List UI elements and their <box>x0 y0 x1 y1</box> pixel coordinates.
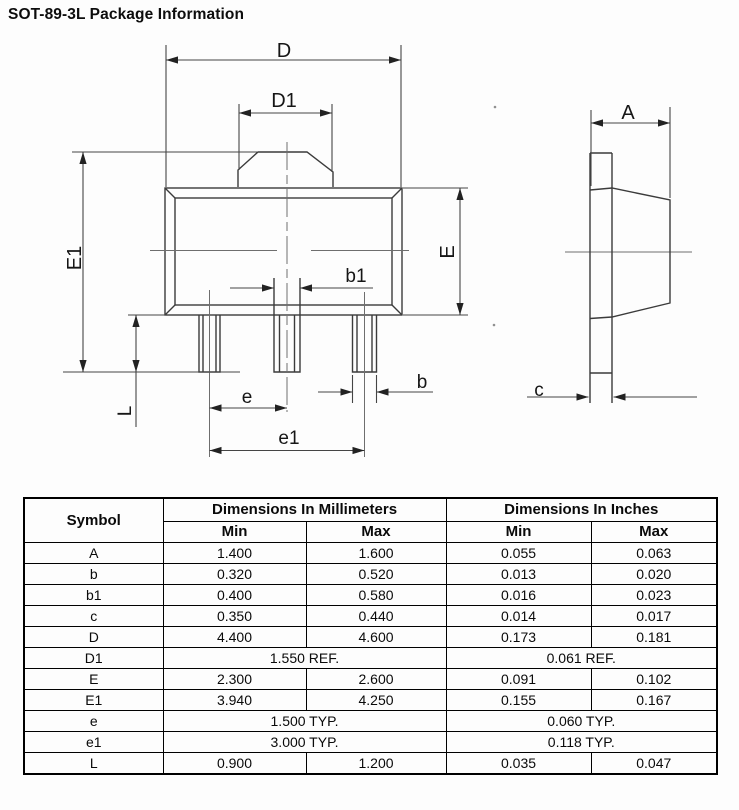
in-min-cell: 0.055 <box>446 542 591 563</box>
in-min-cell: 0.173 <box>446 626 591 647</box>
header-mm-min: Min <box>163 521 306 542</box>
table-row <box>24 605 717 626</box>
mm-min-cell: 2.300 <box>163 668 306 689</box>
symbol-cell: D <box>24 626 163 647</box>
in-min-cell: 0.091 <box>446 668 591 689</box>
page-title: SOT-89-3L Package Information <box>8 6 245 23</box>
dim-label-E: E <box>437 245 459 259</box>
mm-max-cell: 4.600 <box>306 626 446 647</box>
header-mm-group: Dimensions In Millimeters <box>163 498 446 521</box>
dim-label-A: A <box>621 102 635 124</box>
header-symbol: Symbol <box>24 498 163 542</box>
mm-min-cell: 0.400 <box>163 584 306 605</box>
symbol-cell: e <box>24 710 163 731</box>
mm-min-cell: 0.900 <box>163 752 306 774</box>
mm-max-cell: 1.600 <box>306 542 446 563</box>
mm-max-cell: 0.440 <box>306 605 446 626</box>
in-max-cell: 0.181 <box>591 626 717 647</box>
mm-max-cell: 4.250 <box>306 689 446 710</box>
in-min-cell: 0.014 <box>446 605 591 626</box>
symbol-cell: b1 <box>24 584 163 605</box>
mm-min-cell: 0.350 <box>163 605 306 626</box>
in-min-cell: 0.013 <box>446 563 591 584</box>
dim-label-b1: b1 <box>345 266 367 287</box>
scan-specks <box>493 106 497 327</box>
table-row <box>24 731 717 752</box>
body-outline <box>165 188 402 315</box>
table-row <box>24 710 717 731</box>
symbol-cell: b <box>24 563 163 584</box>
header-in-max: Max <box>591 521 717 542</box>
side-body-profile <box>590 188 670 319</box>
dimension-D1 <box>239 104 332 172</box>
body-chamfers <box>165 188 402 315</box>
mm-min-cell: 0.320 <box>163 563 306 584</box>
header-mm-max: Max <box>306 521 446 542</box>
symbol-cell: c <box>24 605 163 626</box>
in-span-cell: 0.061 REF. <box>446 647 717 668</box>
table-row <box>24 584 717 605</box>
header-in-min: Min <box>446 521 591 542</box>
table-row <box>24 668 717 689</box>
dim-label-b: b <box>416 372 428 393</box>
mm-max-cell: 1.200 <box>306 752 446 774</box>
mm-max-cell: 0.520 <box>306 563 446 584</box>
in-min-cell: 0.155 <box>446 689 591 710</box>
dim-label-c: c <box>534 380 544 401</box>
mm-min-cell: 1.400 <box>163 542 306 563</box>
table-row <box>24 542 717 563</box>
dim-label-e1: e1 <box>278 428 300 449</box>
mm-max-cell: 2.600 <box>306 668 446 689</box>
body-inner-outline <box>175 198 392 305</box>
in-max-cell: 0.063 <box>591 542 717 563</box>
mm-min-cell: 4.400 <box>163 626 306 647</box>
in-max-cell: 0.167 <box>591 689 717 710</box>
mm-span-cell: 3.000 TYP. <box>163 731 446 752</box>
mm-max-cell: 0.580 <box>306 584 446 605</box>
symbol-cell: E <box>24 668 163 689</box>
dim-label-D1: D1 <box>271 90 297 112</box>
in-min-cell: 0.016 <box>446 584 591 605</box>
table-row <box>24 752 717 774</box>
symbol-cell: A <box>24 542 163 563</box>
dim-label-e: e <box>241 387 253 408</box>
front-view <box>165 152 402 372</box>
dimension-D <box>166 45 401 187</box>
in-max-cell: 0.017 <box>591 605 717 626</box>
dimension-E1 <box>63 152 257 372</box>
symbol-cell: e1 <box>24 731 163 752</box>
in-span-cell: 0.060 TYP. <box>446 710 717 731</box>
in-span-cell: 0.118 TYP. <box>446 731 717 752</box>
dim-label-L: L <box>115 405 136 417</box>
dimensions-table <box>23 497 718 775</box>
symbol-cell: D1 <box>24 647 163 668</box>
table-row <box>24 563 717 584</box>
header-in-group: Dimensions In Inches <box>446 498 717 521</box>
mm-span-cell: 1.550 REF. <box>163 647 446 668</box>
in-min-cell: 0.035 <box>446 752 591 774</box>
table-row <box>24 689 717 710</box>
symbol-cell: L <box>24 752 163 774</box>
mm-min-cell: 3.940 <box>163 689 306 710</box>
dim-label-D: D <box>276 40 292 62</box>
in-max-cell: 0.047 <box>591 752 717 774</box>
tab-outline <box>238 152 333 187</box>
in-max-cell: 0.023 <box>591 584 717 605</box>
dim-label-E1: E1 <box>64 245 86 271</box>
in-max-cell: 0.102 <box>591 668 717 689</box>
table-row <box>24 647 717 668</box>
table-row <box>24 626 717 647</box>
centerlines <box>150 142 692 457</box>
in-max-cell: 0.020 <box>591 563 717 584</box>
symbol-cell: E1 <box>24 689 163 710</box>
mm-span-cell: 1.500 TYP. <box>163 710 446 731</box>
side-view <box>590 153 670 403</box>
